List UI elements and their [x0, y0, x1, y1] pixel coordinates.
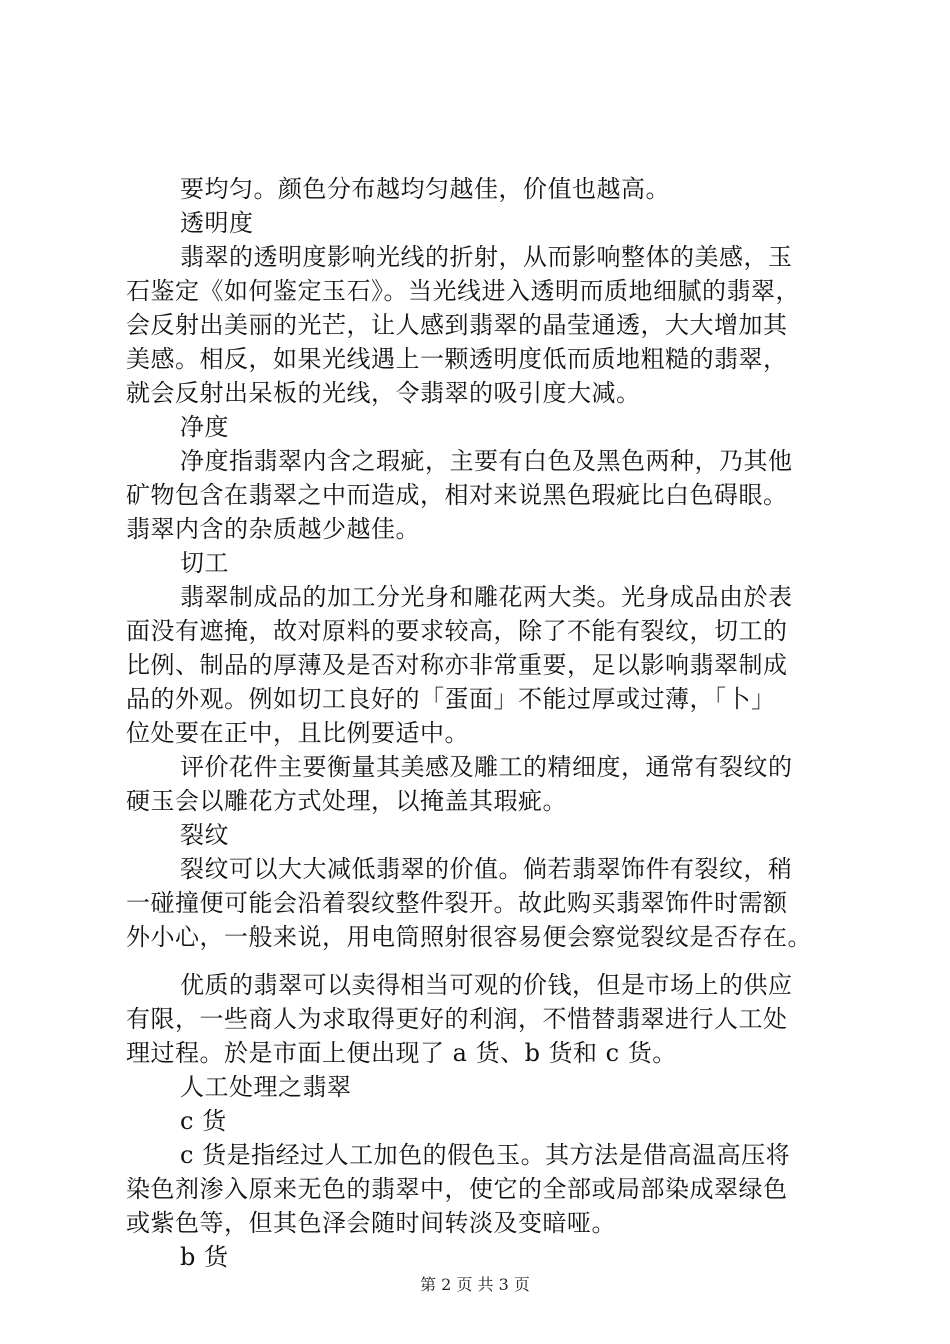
paragraph-line: 外小心，一般来说，用电筒照射很容易便会察觉裂纹是否存在。: [126, 923, 812, 951]
section-heading-c-grade: c 货: [180, 1107, 227, 1135]
paragraph-line: 矿物包含在翡翠之中而造成，相对来说黑色瑕疵比白色碍眼。: [126, 481, 788, 509]
paragraph-line: 比例、制品的厚薄及是否对称亦非常重要，足以影响翡翠制成: [126, 651, 788, 679]
paragraph-line: 要均匀。颜色分布越均匀越佳，价值也越高。: [180, 175, 670, 203]
paragraph-line: 会反射出美丽的光芒，让人感到翡翠的晶莹通透，大大增加其: [126, 311, 788, 339]
paragraph-line: 位处要在正中，且比例要适中。: [126, 719, 469, 747]
paragraph-line: 就会反射出呆板的光线，令翡翠的吸引度大减。: [126, 379, 641, 407]
paragraph-line: 裂纹可以大大减低翡翠的价值。倘若翡翠饰件有裂纹，稍: [180, 855, 793, 883]
paragraph-line: 评价花件主要衡量其美感及雕工的精细度，通常有裂纹的: [180, 753, 793, 781]
paragraph-line: 翡翠内含的杂质越少越佳。: [126, 515, 420, 543]
paragraph-line: 面没有遮掩，故对原料的要求较高，除了不能有裂纹，切工的: [126, 617, 788, 645]
paragraph-line: c 货是指经过人工加色的假色玉。其方法是借高温高压将: [180, 1141, 791, 1169]
section-heading-transparency: 透明度: [180, 209, 254, 237]
section-heading-b-grade: b 货: [180, 1243, 229, 1271]
paragraph-line: 品的外观。例如切工良好的「蛋面」不能过厚或过薄，「卜」: [126, 685, 776, 713]
paragraph-line: 染色剂渗入原来无色的翡翠中，使它的全部或局部染成翠绿色: [126, 1175, 788, 1203]
paragraph-line: 石鉴定《如何鉴定玉石》。当光线进入透明而质地细腻的翡翠，: [126, 277, 800, 305]
section-heading-cracks: 裂纹: [180, 821, 229, 849]
document-body: [126, 172, 846, 1274]
page-footer: 第 2 页 共 3 页: [420, 1275, 530, 1294]
paragraph-line: 翡翠制成品的加工分光身和雕花两大类。光身成品由於表: [180, 583, 793, 611]
paragraph-line: 硬玉会以雕花方式处理，以掩盖其瑕疵。: [126, 787, 567, 815]
paragraph-line: 有限，一些商人为求取得更好的利润，不惜替翡翠进行人工处: [126, 1005, 788, 1033]
section-heading-clarity: 净度: [180, 413, 229, 441]
section-heading-treated-jade: 人工处理之翡翠: [180, 1073, 352, 1101]
paragraph-line: 净度指翡翠内含之瑕疵，主要有白色及黑色两种，乃其他: [180, 447, 793, 475]
section-heading-cut: 切工: [180, 549, 229, 577]
paragraph-line: 一碰撞便可能会沿着裂纹整件裂开。故此购买翡翠饰件时需额: [126, 889, 788, 917]
paragraph-line: 美感。相反，如果光线遇上一颗透明度低而质地粗糙的翡翠，: [126, 345, 788, 373]
paragraph-line: 理过程。於是市面上便出现了 a 货、b 货和 c 货。: [126, 1039, 677, 1067]
paragraph-line: 翡翠的透明度影响光线的折射，从而影响整体的美感，玉: [180, 243, 793, 271]
paragraph-line: 或紫色等，但其色泽会随时间转淡及变暗哑。: [126, 1209, 616, 1237]
paragraph-line: 优质的翡翠可以卖得相当可观的价钱，但是市场上的供应: [180, 971, 793, 999]
